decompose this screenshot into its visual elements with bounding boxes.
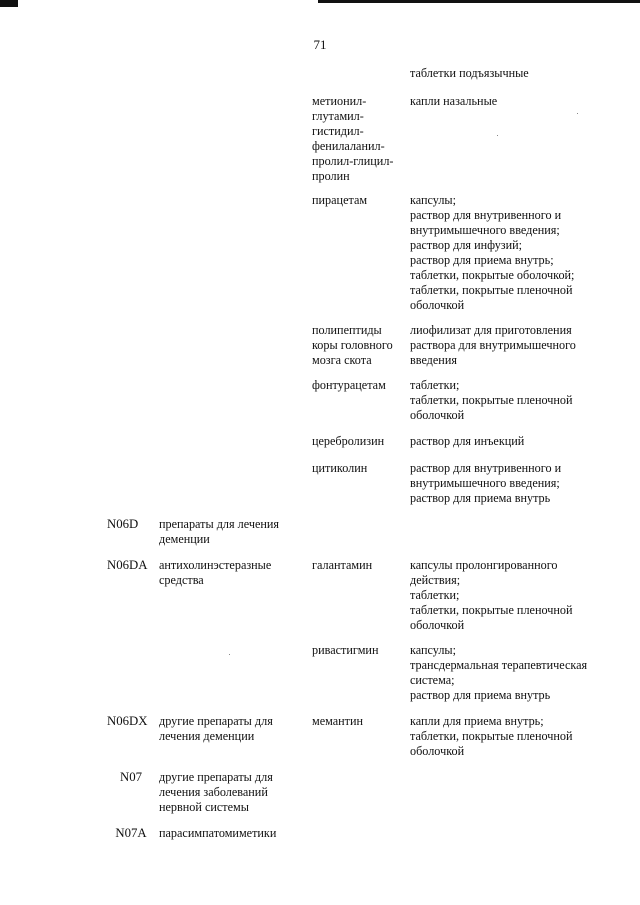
dosage-forms-line: капли назальные [410, 94, 498, 108]
dosage-forms [410, 461, 610, 506]
dosage-forms-line: раствор для приема внутрь; [410, 253, 554, 267]
drug-name [312, 193, 406, 208]
dosage-forms-line: действия; [410, 573, 461, 587]
drug-name [312, 378, 406, 393]
group-name-line: препараты для лечения [159, 517, 280, 531]
dosage-forms-line: раствор для приема внутрь [410, 688, 551, 702]
dosage-forms-line: капсулы; [410, 643, 456, 657]
dosage-forms-line: раствор для инфузий; [410, 238, 523, 252]
drug-name-line: фонтурацетам [312, 378, 386, 392]
dosage-forms-line: внутримышечного введения; [410, 223, 560, 237]
dosage-forms-line: таблетки; [410, 588, 460, 602]
dosage-forms-line: раствор для инъекций [410, 434, 525, 448]
atc-code: N06DX [107, 714, 148, 728]
drug-name-line: ривастигмин [312, 643, 379, 657]
group-name-line: антихолинэстеразные [159, 558, 272, 572]
drug-name-line: мозга скота [312, 353, 372, 367]
drug-name-line: мемантин [312, 714, 364, 728]
drug-name [312, 434, 406, 449]
group-name-line: нервной системы [159, 800, 249, 814]
dosage-forms [410, 378, 610, 423]
group-name [159, 714, 299, 744]
atc-code: N06DA [107, 558, 148, 572]
dosage-forms-line: внутримышечного введения; [410, 476, 560, 490]
scan-speck [497, 135, 498, 136]
dosage-forms-line: раствора для внутримышечного [410, 338, 576, 352]
dosage-forms-line: раствор для приема внутрь [410, 491, 551, 505]
drug-name [312, 714, 406, 729]
corner-scan-mark [0, 0, 18, 7]
dosage-forms-line: раствор для внутривенного и [410, 461, 562, 475]
drug-name [312, 461, 406, 476]
atc-code: N06D [107, 517, 139, 531]
group-name-line: парасимпатомиметики [159, 826, 277, 840]
top-border-line [318, 0, 640, 3]
dosage-forms [410, 66, 610, 81]
group-name [159, 826, 299, 841]
dosage-forms-line: оболочкой [410, 408, 465, 422]
drug-name [312, 558, 406, 573]
dosage-forms-line: таблетки, покрытые пленочной [410, 283, 573, 297]
dosage-forms-line: таблетки; [410, 378, 460, 392]
dosage-forms [410, 323, 610, 368]
dosage-forms-line: таблетки, покрытые пленочной [410, 603, 573, 617]
dosage-forms [410, 558, 610, 633]
dosage-forms [410, 94, 610, 109]
drug-name-line: пролил-глицил- [312, 154, 394, 168]
dosage-forms-line: капсулы; [410, 193, 456, 207]
group-name [159, 770, 299, 815]
group-name-line: деменции [159, 532, 210, 546]
dosage-forms-line: раствор для внутривенного и [410, 208, 562, 222]
page-number: 71 [313, 37, 327, 52]
drug-name [312, 643, 406, 658]
drug-name [312, 94, 406, 184]
drug-name-line: пролин [312, 169, 350, 183]
drug-name-line: глутамил- [312, 109, 364, 123]
drug-name-line: коры головного [312, 338, 393, 352]
dosage-forms-line: трансдермальная терапевтическая [410, 658, 588, 672]
drug-name-line: гистидил- [312, 124, 364, 138]
dosage-forms-line: таблетки подъязычные [410, 66, 529, 80]
group-name-line: лечения деменции [159, 729, 255, 743]
group-name-line: другие препараты для [159, 770, 273, 784]
dosage-forms [410, 193, 610, 313]
group-name [159, 558, 299, 588]
drug-name-line: церебролизин [312, 434, 385, 448]
group-name-line: другие препараты для [159, 714, 273, 728]
drug-name-line: полипептиды [312, 323, 382, 337]
dosage-forms-line: оболочкой [410, 298, 465, 312]
dosage-forms [410, 643, 610, 703]
drug-name-line: цитиколин [312, 461, 368, 475]
scan-speck [577, 113, 578, 114]
dosage-forms-line: таблетки, покрытые пленочной [410, 729, 573, 743]
dosage-forms-line: таблетки, покрытые оболочкой; [410, 268, 575, 282]
drug-name [312, 323, 406, 368]
drug-name-line: фенилаланил- [312, 139, 385, 153]
dosage-forms-line: введения [410, 353, 457, 367]
group-name [159, 517, 299, 547]
group-name-line: лечения заболеваний [159, 785, 268, 799]
dosage-forms-line: система; [410, 673, 455, 687]
dosage-forms-line: таблетки, покрытые пленочной [410, 393, 573, 407]
drug-name-line: пирацетам [312, 193, 368, 207]
dosage-forms-line: оболочкой [410, 618, 465, 632]
atc-code: N07A [115, 826, 147, 840]
dosage-forms-line: капли для приема внутрь; [410, 714, 544, 728]
group-name-line: средства [159, 573, 204, 587]
drug-name-line: метионил- [312, 94, 367, 108]
atc-code: N07 [119, 770, 143, 784]
dosage-forms-line: оболочкой [410, 744, 465, 758]
drug-name-line: галантамин [312, 558, 373, 572]
dosage-forms-line: капсулы пролонгированного [410, 558, 558, 572]
dosage-forms [410, 714, 610, 759]
dosage-forms [410, 434, 610, 449]
scan-speck [229, 654, 230, 655]
dosage-forms-line: лиофилизат для приготовления [410, 323, 572, 337]
